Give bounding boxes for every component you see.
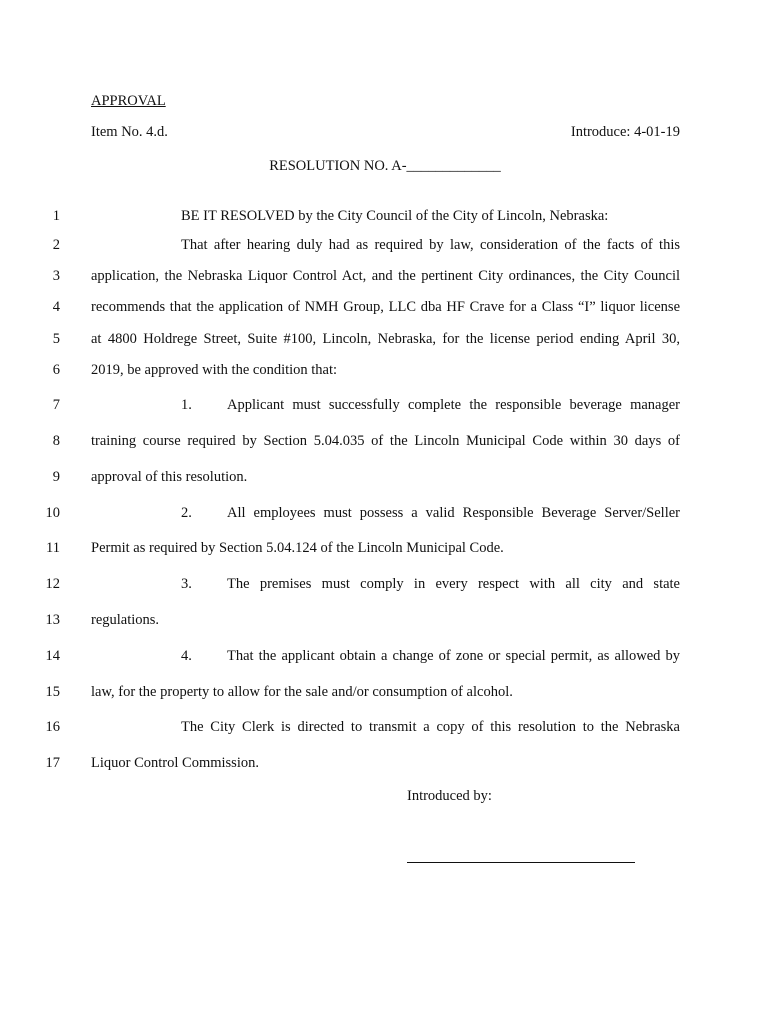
line-number: 3 (52, 268, 60, 284)
line-number: 4 (52, 299, 60, 315)
condition-number: 2. (181, 505, 192, 521)
body-text-line: at 4800 Holdrege Street, Suite #100, Lincoln, Nebraska, for the license period ending April 30, (91, 331, 680, 347)
condition-text: All employees must possess a valid Responsible Beverage Server/Seller (227, 505, 680, 521)
line-number: 14 (45, 648, 60, 664)
line-number: 5 (52, 331, 60, 347)
body-text-line: recommends that the application of NMH Group, LLC dba HF Crave for a Class “I” liquor license (91, 299, 680, 315)
line-number: 8 (52, 433, 60, 449)
body-text-line: Permit as required by Section 5.04.124 of the Lincoln Municipal Code. (91, 540, 504, 556)
condition-number: 4. (181, 648, 192, 664)
body-text-line: approval of this resolution. (91, 469, 248, 485)
line-number: 13 (45, 612, 60, 628)
line-number: 15 (45, 684, 60, 700)
body-text-line: regulations. (91, 612, 160, 628)
introduce-date: Introduce: 4-01-19 (570, 124, 680, 140)
condition-item-1 (91, 396, 680, 414)
body-text-line: That after hearing duly had as required by law, consideration of the facts of this (181, 237, 680, 253)
line-number: 6 (52, 362, 60, 378)
body-text-line: The City Clerk is directed to transmit a copy of this resolution to the Nebraska (181, 719, 680, 735)
approval-heading: APPROVAL (91, 93, 166, 109)
condition-text: That the applicant obtain a change of zone or special permit, as allowed by (227, 648, 680, 664)
condition-text: Applicant must successfully complete the responsible beverage manager (227, 397, 680, 413)
introduced-by-label: Introduced by: (407, 788, 492, 804)
condition-item-2 (91, 504, 680, 522)
line-number: 9 (52, 469, 60, 485)
body-text-line: training course required by Section 5.04.035 of the Lincoln Municipal Code within 30 days of (91, 433, 680, 449)
condition-item-3 (91, 575, 680, 593)
resolution-preamble: BE IT RESOLVED by the City Council of the City of Lincoln, Nebraska: (181, 208, 609, 224)
line-number: 17 (45, 755, 60, 771)
body-text-line: 2019, be approved with the condition that: (91, 362, 338, 378)
line-number: 16 (45, 719, 60, 735)
resolution-title: RESOLUTION NO. A-_____________ (269, 158, 501, 174)
condition-item-4 (91, 647, 680, 665)
line-number: 12 (45, 576, 60, 592)
body-text-line: application, the Nebraska Liquor Control Act, and the pertinent City ordinances, the City Council (91, 268, 680, 284)
line-number: 7 (52, 397, 60, 413)
body-text-line: law, for the property to allow for the sale and/or consumption of alcohol. (91, 684, 513, 700)
item-number: Item No. 4.d. (91, 124, 168, 140)
line-number: 2 (52, 237, 60, 253)
condition-text: The premises must comply in every respect with all city and state (227, 576, 680, 592)
body-text-line: Liquor Control Commission. (91, 755, 259, 771)
signature-line (407, 862, 635, 863)
line-number: 10 (45, 505, 60, 521)
line-number: 11 (46, 540, 60, 556)
condition-number: 1. (181, 397, 192, 413)
line-number: 1 (52, 208, 60, 224)
condition-number: 3. (181, 576, 192, 592)
